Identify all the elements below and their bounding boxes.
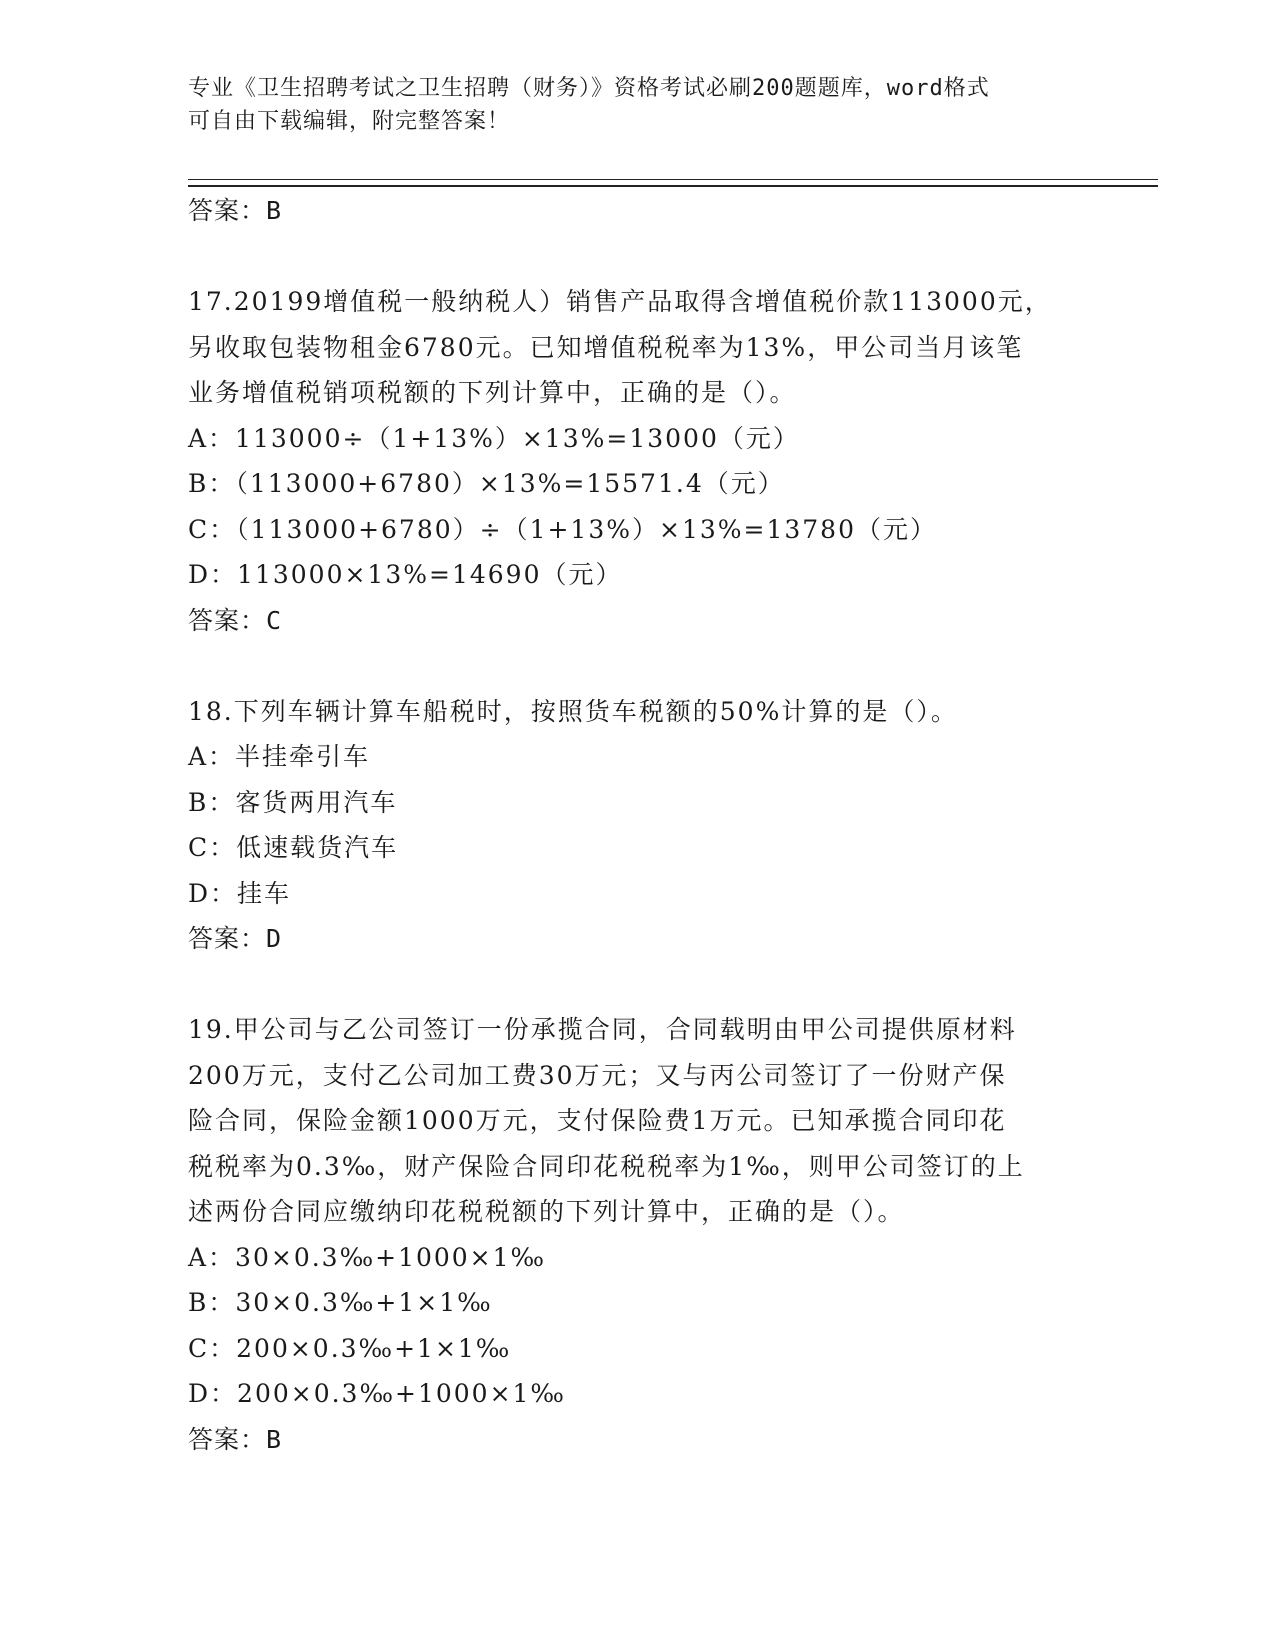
- option-d: D：200×0.3‰+1000×1‰: [188, 1379, 566, 1408]
- header-rule-bottom: [188, 185, 1158, 187]
- question-text-line: 税税率为0.3‰，财产保险合同印花税税率为1‰，则甲公司签订的上: [188, 1151, 1025, 1181]
- question-text-line: 险合同，保险金额1000万元，支付保险费1万元。已知承揽合同印花: [188, 1106, 1007, 1135]
- option-b: B：30×0.3‰+1×1‰: [188, 1288, 493, 1317]
- question-text-line: 17.20199增值税一般纳税人）销售产品取得含增值税价款113000元，: [188, 287, 1052, 316]
- spacer: [188, 233, 1088, 279]
- question-text-line: 述两份合同应缴纳印花税税额的下列计算中，正确的是（）。: [188, 1197, 905, 1226]
- option-c: C：200×0.3‰+1×1‰: [188, 1333, 512, 1363]
- question-18: [188, 689, 1088, 962]
- question-text-line: 另收取包装物租金6780元。已知增值税税率为13%，甲公司当月该笔: [188, 332, 1024, 362]
- question-17: [188, 279, 1088, 643]
- option-c: C：低速载货汽车: [188, 833, 399, 862]
- header-line-2: 可自由下载编辑，附完整答案！: [188, 109, 511, 134]
- option-c: C：（113000+6780）÷（1+13%）×13%=13780（元）: [188, 514, 937, 544]
- answer-line: 答案：D: [188, 924, 283, 953]
- document-body: [188, 188, 1088, 1462]
- header-rule-top: [188, 179, 1158, 180]
- page-header: [188, 72, 1068, 138]
- option-d: D：挂车: [188, 878, 292, 908]
- question-text-line: 18.下列车辆计算车船税时，按照货车税额的50%计算的是（）。: [188, 696, 958, 726]
- question-text-line: 200万元，支付乙公司加工费30万元；又与丙公司签订了一份财产保: [188, 1060, 1007, 1090]
- option-b: B：（113000+6780）×13%=15571.4（元）: [188, 469, 785, 498]
- question-19: [188, 1007, 1088, 1462]
- answer-line: 答案：B: [188, 1424, 283, 1454]
- answer-line: 答案：B: [188, 196, 283, 225]
- question-text-line: 业务增值税销项税额的下列计算中，正确的是（）。: [188, 378, 797, 407]
- answer-line: 答案：C: [188, 605, 283, 635]
- spacer: [188, 961, 1088, 1007]
- option-a: A：30×0.3‰+1000×1‰: [188, 1242, 547, 1272]
- header-line-1: 专业《卫生招聘考试之卫生招聘（财务）》资格考试必刷200题题库，word格式: [188, 76, 990, 101]
- option-a: A：半挂牵引车: [188, 742, 371, 771]
- option-b: B：客货两用汽车: [188, 787, 398, 817]
- option-d: D：113000×13%=14690（元）: [188, 560, 623, 589]
- option-a: A：113000÷（1+13%）×13%=13000（元）: [188, 423, 800, 453]
- question-text-line: 19.甲公司与乙公司签订一份承揽合同，合同载明由甲公司提供原材料: [188, 1015, 1017, 1044]
- spacer: [188, 643, 1088, 689]
